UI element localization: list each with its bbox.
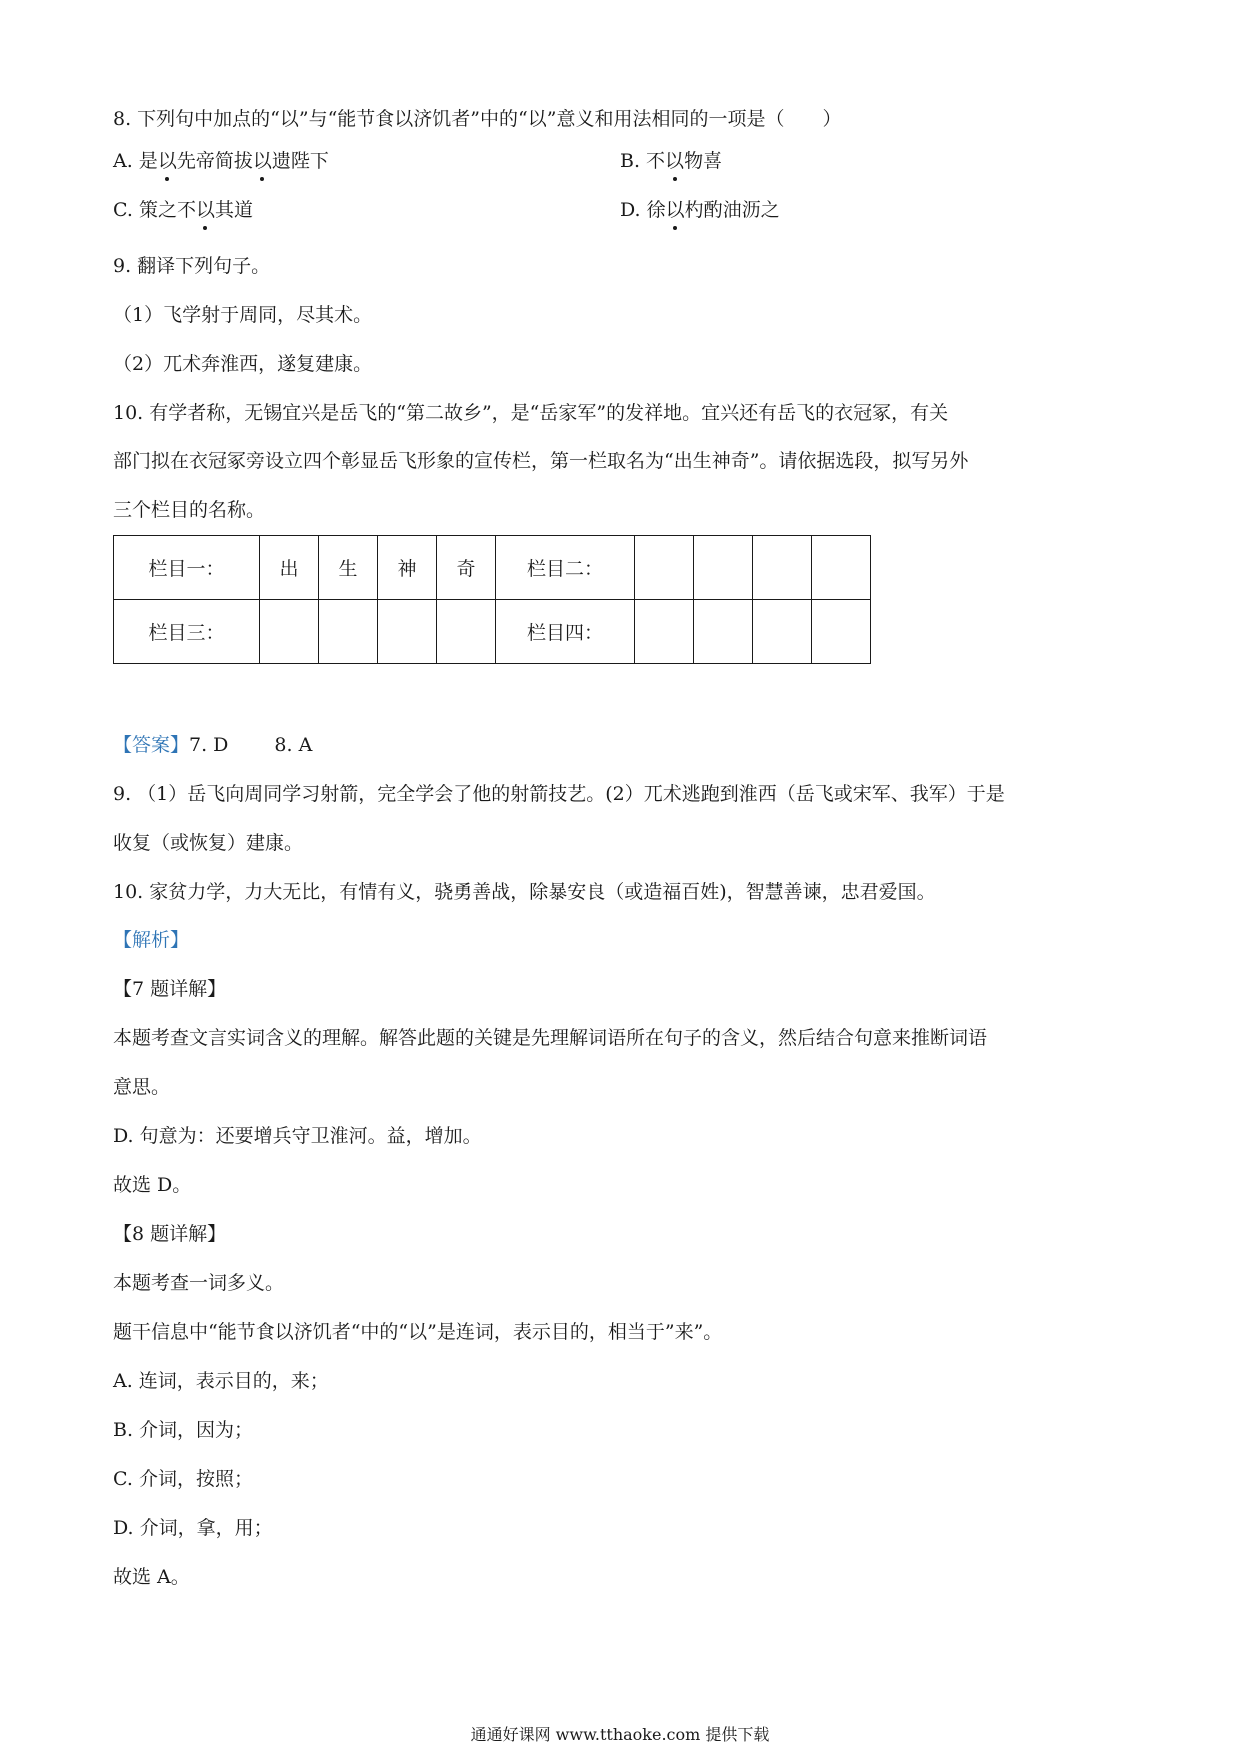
q7-detail-line: 故选 D。 (113, 1174, 192, 1196)
q8-detail-line: C. 介词，按照； (113, 1468, 253, 1490)
dotted-char: 以 (665, 146, 684, 176)
q8-option-b (620, 146, 722, 176)
blank-cell[interactable] (694, 536, 753, 600)
q8-option-a-text: 先帝简拔 (176, 150, 253, 172)
column-label: 栏目二： (496, 536, 635, 600)
dotted-char: 以 (666, 195, 685, 225)
q8-stem: 8. 下列句中加点的“以”与“能节食以济饥者”中的“以”意义和用法相同的一项是（ ） (113, 108, 842, 130)
page-footer: 通通好课网 www.tthaoke.com 提供下载 (470, 1725, 770, 1744)
q8-option-c-text: C. 策之不 (113, 199, 196, 221)
dotted-char: 以 (196, 195, 215, 225)
column-char: 出 (260, 536, 319, 600)
answer-tag: 【答案】 (113, 734, 190, 756)
q8-option-b-text: B. 不 (620, 150, 666, 172)
blank-cell[interactable] (437, 600, 496, 664)
q8-detail-line: A. 连词，表示目的，来； (113, 1370, 329, 1392)
q8-detail-title: 【8 题详解】 (113, 1223, 227, 1245)
q8-option-d-text: D. 徐 (620, 199, 666, 221)
q8-option-d (620, 195, 780, 225)
q7-detail-line: D. 句意为：还要增兵守卫淮河。益，增加。 (113, 1125, 482, 1147)
column-char: 生 (319, 536, 378, 600)
blank-cell[interactable] (694, 600, 753, 664)
answer-7: 7. D (189, 734, 229, 756)
q9-sentence-1: （1）飞学射于周同，尽其术。 (113, 304, 373, 326)
answer-9-line-2: 收复（或恢复）建康。 (113, 832, 304, 854)
answer-8: 8. A (274, 734, 313, 756)
q8-detail-line: B. 介词，因为； (113, 1419, 254, 1441)
q8-detail-line: 题干信息中“能节食以济饥者“中的“以”是连词，表示目的，相当于”来”。 (113, 1321, 723, 1343)
table-row (114, 536, 871, 600)
q8-detail-line: D. 介词，拿，用； (113, 1517, 273, 1539)
q8-detail-line: 故选 A。 (113, 1566, 190, 1588)
q8-option-d-text: 杓酌油沥之 (684, 199, 780, 221)
column-char: 奇 (437, 536, 496, 600)
q8-option-a-text: A. 是 (113, 150, 158, 172)
blank-cell[interactable] (260, 600, 319, 664)
q7-detail-title: 【7 题详解】 (113, 978, 227, 1000)
table-row (114, 600, 871, 664)
q7-detail-line: 意思。 (113, 1076, 171, 1098)
answer-10: 10. 家贫力学，力大无比，有情有义，骁勇善战，除暴安良（或造福百姓)，智慧善谏，忠君爱国。 (113, 881, 936, 903)
analysis-tag: 【解析】 (113, 929, 190, 951)
q10-line-2: 部门拟在衣冠冢旁设立四个彰显岳飞形象的宣传栏，第一栏取名为“出生神奇”。请依据选段，拟写另外 (113, 450, 969, 472)
blank-cell[interactable] (378, 600, 437, 664)
blank-cell[interactable] (812, 600, 871, 664)
q8-option-a-text: 遗陛下 (271, 150, 329, 172)
q8-option-b-text: 物喜 (684, 150, 723, 172)
q9-stem: 9. 翻译下列句子。 (113, 255, 271, 277)
q7-detail-line: 本题考查文言实词含义的理解。解答此题的关键是先理解词语所在句子的含义，然后结合句意来推断词语 (113, 1027, 988, 1049)
blank-cell[interactable] (753, 536, 812, 600)
q8-detail-line: 本题考查一词多义。 (113, 1272, 285, 1294)
column-label: 栏目一： (114, 536, 260, 600)
q8-option-c (113, 195, 253, 225)
q8-option-a (113, 146, 329, 176)
blank-cell[interactable] (635, 536, 694, 600)
column-names-table (113, 535, 871, 664)
answer-9-line-1: 9. （1）岳飞向周同学习射箭，完全学会了他的射箭技艺。(2）兀术逃跑到淮西（岳飞或宋军、我军）于是 (113, 783, 1005, 805)
q9-sentence-2: （2）兀术奔淮西，遂复建康。 (113, 353, 373, 375)
blank-cell[interactable] (812, 536, 871, 600)
dotted-char: 以 (158, 146, 177, 176)
answer-line (113, 730, 312, 760)
blank-cell[interactable] (753, 600, 812, 664)
blank-cell[interactable] (635, 600, 694, 664)
column-label: 栏目四： (496, 600, 635, 664)
q8-option-c-text: 其道 (214, 199, 253, 221)
q10-line-3: 三个栏目的名称。 (113, 499, 266, 521)
column-char: 神 (378, 536, 437, 600)
q10-line-1: 10. 有学者称，无锡宜兴是岳飞的“第二故乡”，是“岳家军”的发祥地。宜兴还有岳飞的衣冠冢，有关 (113, 402, 949, 424)
column-label: 栏目三： (114, 600, 260, 664)
blank-cell[interactable] (319, 600, 378, 664)
dotted-char: 以 (253, 146, 272, 176)
